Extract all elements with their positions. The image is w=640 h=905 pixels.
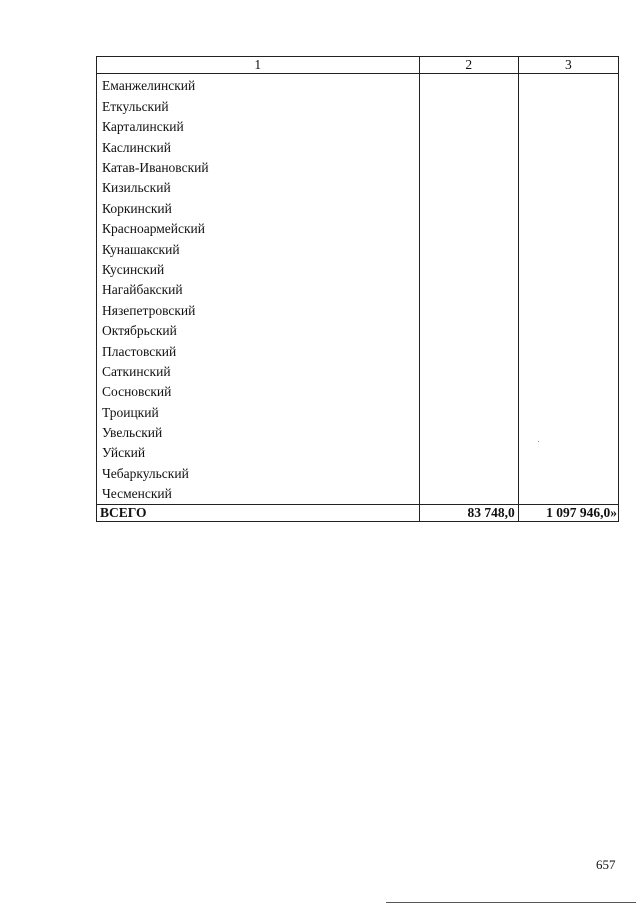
cell-col3 bbox=[518, 402, 618, 422]
cell-col2 bbox=[419, 260, 518, 280]
cell-col2 bbox=[419, 382, 518, 402]
district-name: Троицкий bbox=[97, 402, 420, 422]
table-row bbox=[97, 484, 619, 505]
cell-col3 bbox=[518, 463, 618, 483]
table-row bbox=[97, 361, 619, 381]
table-row bbox=[97, 463, 619, 483]
cell-col2 bbox=[419, 341, 518, 361]
cell-col2 bbox=[419, 137, 518, 157]
cell-col3 bbox=[518, 321, 618, 341]
cell-col2 bbox=[419, 484, 518, 505]
cell-col3 bbox=[518, 484, 618, 505]
district-name: Красноармейский bbox=[97, 219, 420, 239]
cell-col3 bbox=[518, 158, 618, 178]
cell-col2 bbox=[419, 423, 518, 443]
district-name: Кусинский bbox=[97, 260, 420, 280]
table-row bbox=[97, 443, 619, 463]
table-row bbox=[97, 137, 619, 157]
cell-col3 bbox=[518, 423, 618, 443]
cell-col2 bbox=[419, 402, 518, 422]
district-name: Кунашакский bbox=[97, 239, 420, 259]
table-row bbox=[97, 402, 619, 422]
cell-col2 bbox=[419, 96, 518, 116]
table-row bbox=[97, 117, 619, 137]
district-name: Чебаркульский bbox=[97, 463, 420, 483]
district-name: Карталинский bbox=[97, 117, 420, 137]
cell-col2 bbox=[419, 280, 518, 300]
page-number: 657 bbox=[596, 857, 616, 872]
cell-col2 bbox=[419, 158, 518, 178]
cell-col2 bbox=[419, 117, 518, 137]
cell-col2 bbox=[419, 74, 518, 97]
district-name: Сосновский bbox=[97, 382, 420, 402]
district-name: Уйский bbox=[97, 443, 420, 463]
cell-col3 bbox=[518, 96, 618, 116]
table-row bbox=[97, 198, 619, 218]
cell-col3 bbox=[518, 361, 618, 381]
cell-col2 bbox=[419, 443, 518, 463]
table-row bbox=[97, 178, 619, 198]
table-row bbox=[97, 321, 619, 341]
footer-rule bbox=[386, 902, 636, 903]
district-name: Саткинский bbox=[97, 361, 420, 381]
column-header-2: 2 bbox=[419, 57, 518, 74]
table-row bbox=[97, 96, 619, 116]
total-col2-value: 83 748,0 bbox=[419, 505, 518, 522]
cell-col2 bbox=[419, 361, 518, 381]
table-row bbox=[97, 74, 619, 97]
column-header-1: 1 bbox=[97, 57, 420, 74]
cell-col3 bbox=[518, 198, 618, 218]
district-name: Октябрьский bbox=[97, 321, 420, 341]
table-row bbox=[97, 341, 619, 361]
data-table bbox=[96, 56, 619, 522]
cell-col2 bbox=[419, 321, 518, 341]
total-col3-value: 1 097 946,0» bbox=[518, 505, 618, 522]
cell-col3 bbox=[518, 443, 618, 463]
table-total-row bbox=[97, 505, 619, 522]
total-label: ВСЕГО bbox=[97, 505, 420, 522]
table-row bbox=[97, 260, 619, 280]
cell-col3 bbox=[518, 178, 618, 198]
table-row bbox=[97, 158, 619, 178]
district-name: Нагайбакский bbox=[97, 280, 420, 300]
column-header-3: 3 bbox=[518, 57, 618, 74]
district-name: Коркинский bbox=[97, 198, 420, 218]
district-name: Еткульский bbox=[97, 96, 420, 116]
scan-speck bbox=[538, 441, 539, 442]
table-row bbox=[97, 239, 619, 259]
cell-col3 bbox=[518, 74, 618, 97]
table-row bbox=[97, 300, 619, 320]
cell-col2 bbox=[419, 239, 518, 259]
cell-col2 bbox=[419, 219, 518, 239]
table-header-row bbox=[97, 57, 619, 74]
table-row bbox=[97, 382, 619, 402]
cell-col3 bbox=[518, 300, 618, 320]
district-name: Чесменский bbox=[97, 484, 420, 505]
cell-col2 bbox=[419, 178, 518, 198]
district-name: Каслинский bbox=[97, 137, 420, 157]
district-name: Нязепетровский bbox=[97, 300, 420, 320]
table-row bbox=[97, 219, 619, 239]
cell-col3 bbox=[518, 137, 618, 157]
district-name: Кизильский bbox=[97, 178, 420, 198]
cell-col2 bbox=[419, 463, 518, 483]
district-name: Увельский bbox=[97, 423, 420, 443]
cell-col3 bbox=[518, 280, 618, 300]
cell-col3 bbox=[518, 239, 618, 259]
cell-col3 bbox=[518, 382, 618, 402]
district-name: Катав-Ивановский bbox=[97, 158, 420, 178]
cell-col3 bbox=[518, 117, 618, 137]
district-name: Пластовский bbox=[97, 341, 420, 361]
district-name: Еманжелинский bbox=[97, 74, 420, 97]
cell-col2 bbox=[419, 300, 518, 320]
table-row bbox=[97, 423, 619, 443]
table-row bbox=[97, 280, 619, 300]
cell-col3 bbox=[518, 341, 618, 361]
cell-col3 bbox=[518, 260, 618, 280]
cell-col3 bbox=[518, 219, 618, 239]
cell-col2 bbox=[419, 198, 518, 218]
